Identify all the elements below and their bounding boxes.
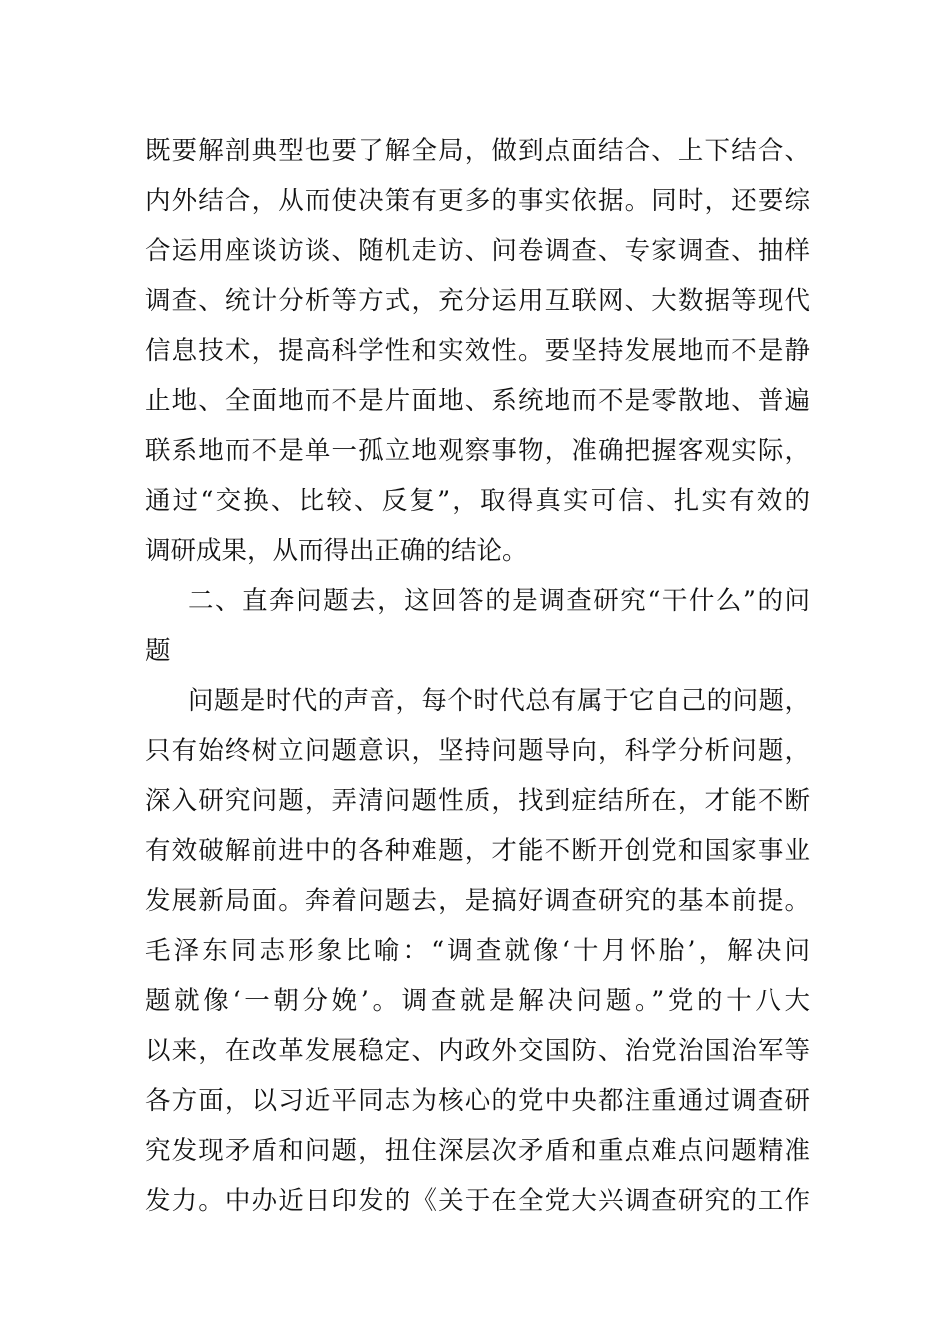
text-line: 题就像‘一朝分娩’。调查就是解决问题。”党的十八大 xyxy=(145,986,810,1016)
section-heading: 二、直奔问题去，这回答的是调查研究“干什么”的问 xyxy=(188,586,810,616)
text-line: 信息技术，提高科学性和实效性。要坚持发展地而不是静 xyxy=(145,336,810,366)
text-line: 问题是时代的声音，每个时代总有属于它自己的问题， xyxy=(188,686,810,716)
text-line: 只有始终树立问题意识，坚持问题导向，科学分析问题， xyxy=(145,736,810,766)
text-line: 以来，在改革发展稳定、内政外交国防、治党治国治军等 xyxy=(145,1036,810,1066)
text-line: 调查、统计分析等方式，充分运用互联网、大数据等现代 xyxy=(145,286,810,316)
text-line: 各方面，以习近平同志为核心的党中央都注重通过调查研 xyxy=(145,1086,810,1116)
text-line: 有效破解前进中的各种难题，才能不断开创党和国家事业 xyxy=(145,836,810,866)
text-line: 合运用座谈访谈、随机走访、问卷调查、专家调查、抽样 xyxy=(145,236,810,266)
text-line: 调研成果，从而得出正确的结论。 xyxy=(145,536,528,566)
text-line: 毛泽东同志形象比喻：“调查就像‘十月怀胎’，解决问 xyxy=(145,936,810,966)
text-line: 发展新局面。奔着问题去，是搞好调查研究的基本前提。 xyxy=(145,886,810,916)
text-line: 既要解剖典型也要了解全局，做到点面结合、上下结合、 xyxy=(145,136,810,166)
text-line: 内外结合，从而使决策有更多的事实依据。同时，还要综 xyxy=(145,186,810,216)
text-line: 深入研究问题，弄清问题性质，找到症结所在，才能不断 xyxy=(145,786,810,816)
section-heading-continuation: 题 xyxy=(145,636,171,666)
text-line: 通过“交换、比较、反复”，取得真实可信、扎实有效的 xyxy=(145,486,810,516)
text-line: 止地、全面地而不是片面地、系统地而不是零散地、普遍 xyxy=(145,386,810,416)
text-line: 发力。中办近日印发的《关于在全党大兴调查研究的工作 xyxy=(145,1186,810,1216)
text-line: 究发现矛盾和问题，扭住深层次矛盾和重点难点问题精准 xyxy=(145,1136,810,1166)
text-line: 联系地而不是单一孤立地观察事物，准确把握客观实际， xyxy=(145,436,810,466)
